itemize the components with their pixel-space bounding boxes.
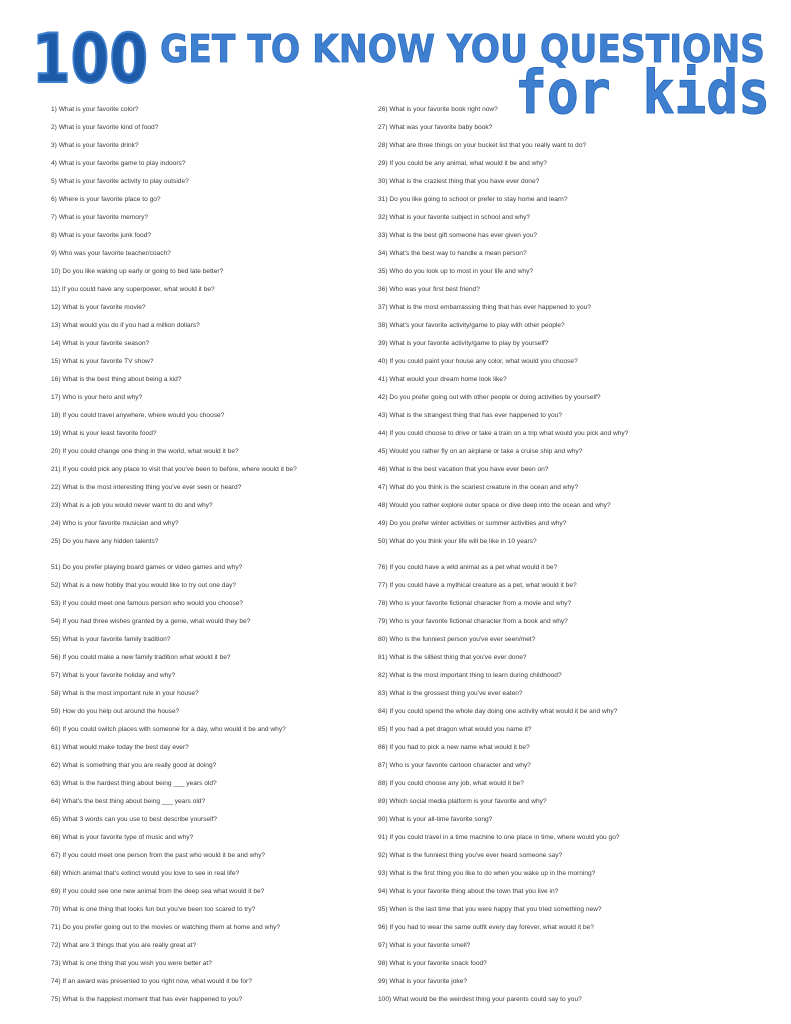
question-item: 14) What is your favorite season?	[51, 340, 150, 347]
question-item: 16) What is the best thing about being a kid?	[51, 376, 182, 383]
question-item: 66) What is your favorite type of music and why?	[51, 834, 194, 841]
question-item: 44) If you could choose to drive or take a train on a trip what would you pick and why?	[378, 430, 629, 437]
questions-column-2	[378, 101, 628, 551]
question-item: 100) What would be the weirdest thing your parents could say to you?	[378, 996, 582, 1003]
question-item: 23) What is a job you would never want to do and why?	[51, 502, 213, 509]
question-item: 71) Do you prefer going out to the movies or watching them at home and why?	[51, 924, 281, 931]
question-item: 39) What is your favorite activity/game to play by yourself?	[378, 340, 549, 347]
question-item: 57) What is your favorite holiday and why?	[51, 672, 176, 679]
question-item: 78) Who is your favorite fictional character from a movie and why?	[378, 600, 572, 607]
title-number	[30, 12, 150, 99]
question-item: 60) If you could switch places with someone for a day, who would it be and why?	[51, 726, 286, 733]
question-item: 91) If you could travel in a time machine to one place in time, where would you go?	[378, 834, 620, 841]
question-item: 80) Who is the funniest person you've ever seen/met?	[378, 636, 536, 643]
questions-column-3	[51, 559, 286, 1009]
question-item: 48) Would you rather explore outer space or dive deep into the ocean and why?	[378, 502, 611, 509]
question-item: 40) If you could paint your house any color, what would you choose?	[378, 358, 578, 365]
title-main-text: GET TO KNOW YOU QUESTIONS	[160, 27, 765, 71]
question-item: 61) What would make today the best day ever?	[51, 744, 189, 751]
question-item: 19) What is your least favorite food?	[51, 430, 157, 437]
question-item: 2) What is your favorite kind of food?	[51, 124, 159, 131]
question-item: 90) What is your all-time favorite song?	[378, 816, 493, 823]
question-item: 51) Do you prefer playing board games or video games and why?	[51, 564, 243, 571]
question-item: 1) What is your favorite color?	[51, 106, 139, 113]
question-item: 10) Do you like waking up early or going to bed late better?	[51, 268, 224, 275]
question-item: 4) What is your favorite game to play indoors?	[51, 160, 186, 167]
question-item: 56) If you could make a new family tradition what would it be?	[51, 654, 231, 661]
question-item: 11) If you could have any superpower, what would it be?	[51, 286, 215, 293]
question-item: 82) What is the most important thing to learn during childhood?	[378, 672, 562, 679]
question-item: 73) What is one thing that you wish you were better at?	[51, 960, 212, 967]
question-item: 68) Which animal that's extinct would you love to see in real life?	[51, 870, 240, 877]
questions-column-1	[51, 101, 297, 551]
question-item: 8) What is your favorite junk food?	[51, 232, 152, 239]
question-item: 72) What are 3 things that you are really great at?	[51, 942, 197, 949]
question-item: 15) What is your favorite TV show?	[51, 358, 154, 365]
question-item: 17) Who is your hero and why?	[51, 394, 143, 401]
question-item: 79) Who is your favorite fictional character from a book and why?	[378, 618, 568, 625]
question-item: 86) If you had to pick a new name what would it be?	[378, 744, 530, 751]
question-item: 25) Do you have any hidden talents?	[51, 538, 159, 545]
question-item: 69) If you could see one new animal from the deep sea what would it be?	[51, 888, 265, 895]
question-item: 46) What is the best vacation that you have ever been on?	[378, 466, 549, 473]
question-item: 50) What do you think your life will be like in 10 years?	[378, 538, 537, 545]
question-item: 5) What is your favorite activity to play outside?	[51, 178, 189, 185]
question-item: 30) What is the craziest thing that you have ever done?	[378, 178, 540, 185]
question-item: 20) If you could change one thing in the world, what would it be?	[51, 448, 239, 455]
question-item: 88) If you could choose any job, what would it be?	[378, 780, 524, 787]
question-item: 64) What's the best thing about being ___ years old?	[51, 798, 206, 805]
question-item: 47) What do you think is the scariest creature in the ocean and why?	[378, 484, 579, 491]
question-item: 99) What is your favorite joke?	[378, 978, 468, 985]
question-item: 27) What was your favorite baby book?	[378, 124, 493, 131]
question-item: 84) If you could spend the whole day doing one activity what would it be and why?	[378, 708, 618, 715]
question-item: 95) When is the last time that you were happy that you tried something new?	[378, 906, 602, 913]
title-number-text: 100	[32, 20, 148, 99]
question-item: 32) What is your favorite subject in school and why?	[378, 214, 531, 221]
question-item: 38) What's your favorite activity/game to play with other people?	[378, 322, 565, 329]
question-item: 58) What is the most important rule in your house?	[51, 690, 199, 697]
question-item: 33) What is the best gift someone has ever given you?	[378, 232, 538, 239]
question-item: 87) Who is your favorite cartoon character and why?	[378, 762, 531, 769]
question-item: 49) Do you prefer winter activities or summer activities and why?	[378, 520, 567, 527]
question-item: 22) What is the most interesting thing you've ever seen or heard?	[51, 484, 242, 491]
question-item: 75) What is the happiest moment that has ever happened to you?	[51, 996, 243, 1003]
question-item: 59) How do you help out around the house?	[51, 708, 180, 715]
question-item: 43) What is the strangest thing that has ever happened to you?	[378, 412, 563, 419]
questions-column-4	[378, 559, 620, 1009]
question-item: 74) If an award was presented to you right now, what would it be for?	[51, 978, 252, 985]
question-item: 63) What is the hardest thing about being ___ years old?	[51, 780, 217, 787]
question-item: 37) What is the most embarrassing thing that has ever happened to you?	[378, 304, 591, 311]
question-item: 9) Who was your favorite teacher/coach?	[51, 250, 171, 257]
question-item: 81) What is the silliest thing that you've ever done?	[378, 654, 527, 661]
question-item: 83) What is the grossest thing you've ever eaten?	[378, 690, 523, 697]
question-item: 76) If you could have a wild animal as a pet what would it be?	[378, 564, 558, 571]
question-item: 65) What 3 words can you use to best describe yourself?	[51, 816, 218, 823]
question-item: 28) What are three things on your bucket list that you really want to do?	[378, 142, 587, 149]
question-item: 18) If you could travel anywhere, where would you choose?	[51, 412, 225, 419]
question-item: 54) If you had three wishes granted by a genie, what would they be?	[51, 618, 251, 625]
question-item: 24) Who is your favorite musician and why?	[51, 520, 179, 527]
question-item: 62) What is something that you are really good at doing?	[51, 762, 217, 769]
question-item: 52) What is a new hobby that you would like to try out one day?	[51, 582, 237, 589]
question-item: 93) What is the first thing you like to do when you wake up in the morning?	[378, 870, 596, 877]
question-item: 34) What's the best way to handle a mean person?	[378, 250, 527, 257]
question-item: 98) What is your favorite snack food?	[378, 960, 487, 967]
question-item: 35) Who do you look up to most in your life and why?	[378, 268, 534, 275]
question-item: 3) What is your favorite drink?	[51, 142, 139, 149]
question-item: 85) If you had a pet dragon what would you name it?	[378, 726, 532, 733]
question-item: 29) If you could be any animal, what would it be and why?	[378, 160, 547, 167]
question-item: 45) Would you rather fly on an airplane or take a cruise ship and why?	[378, 448, 583, 455]
question-item: 94) What is your favorite thing about the town that you live in?	[378, 888, 559, 895]
question-item: 67) If you could meet one person from the past who would it be and why?	[51, 852, 266, 859]
question-item: 21) If you could pick any place to visit that you've been to before, where would it be?	[51, 466, 297, 473]
question-item: 12) What is your favorite movie?	[51, 304, 146, 311]
question-item: 26) What is your favorite book right now?	[378, 106, 498, 113]
question-item: 41) What would your dream home look like?	[378, 376, 507, 383]
question-item: 6) Where is your favorite place to go?	[51, 196, 161, 203]
question-item: 36) Who was your first best friend?	[378, 286, 480, 293]
question-item: 7) What is your favorite memory?	[51, 214, 149, 221]
question-item: 42) Do you prefer going out with other people or doing activities by yourself?	[378, 394, 601, 401]
question-item: 13) What would you do if you had a million dollars?	[51, 322, 200, 329]
question-item: 55) What is your favorite family tradition?	[51, 636, 171, 643]
question-item: 96) If you had to wear the same outfit every day forever, what would it be?	[378, 924, 594, 931]
title-subtitle-text: for kids	[515, 58, 770, 128]
question-item: 31) Do you like going to school or prefer to stay home and learn?	[378, 196, 568, 203]
question-item: 97) What is your favorite smell?	[378, 942, 471, 949]
question-item: 89) Which social media platform is your favorite and why?	[378, 798, 547, 805]
question-item: 53) If you could meet one famous person who would you choose?	[51, 600, 244, 607]
question-item: 70) What is one thing that looks fun but you've been too scared to try?	[51, 906, 256, 913]
question-item: 77) If you could have a mythical creature as a pet, what would it be?	[378, 582, 577, 589]
question-item: 92) What is the funniest thing you've ever heard someone say?	[378, 852, 563, 859]
